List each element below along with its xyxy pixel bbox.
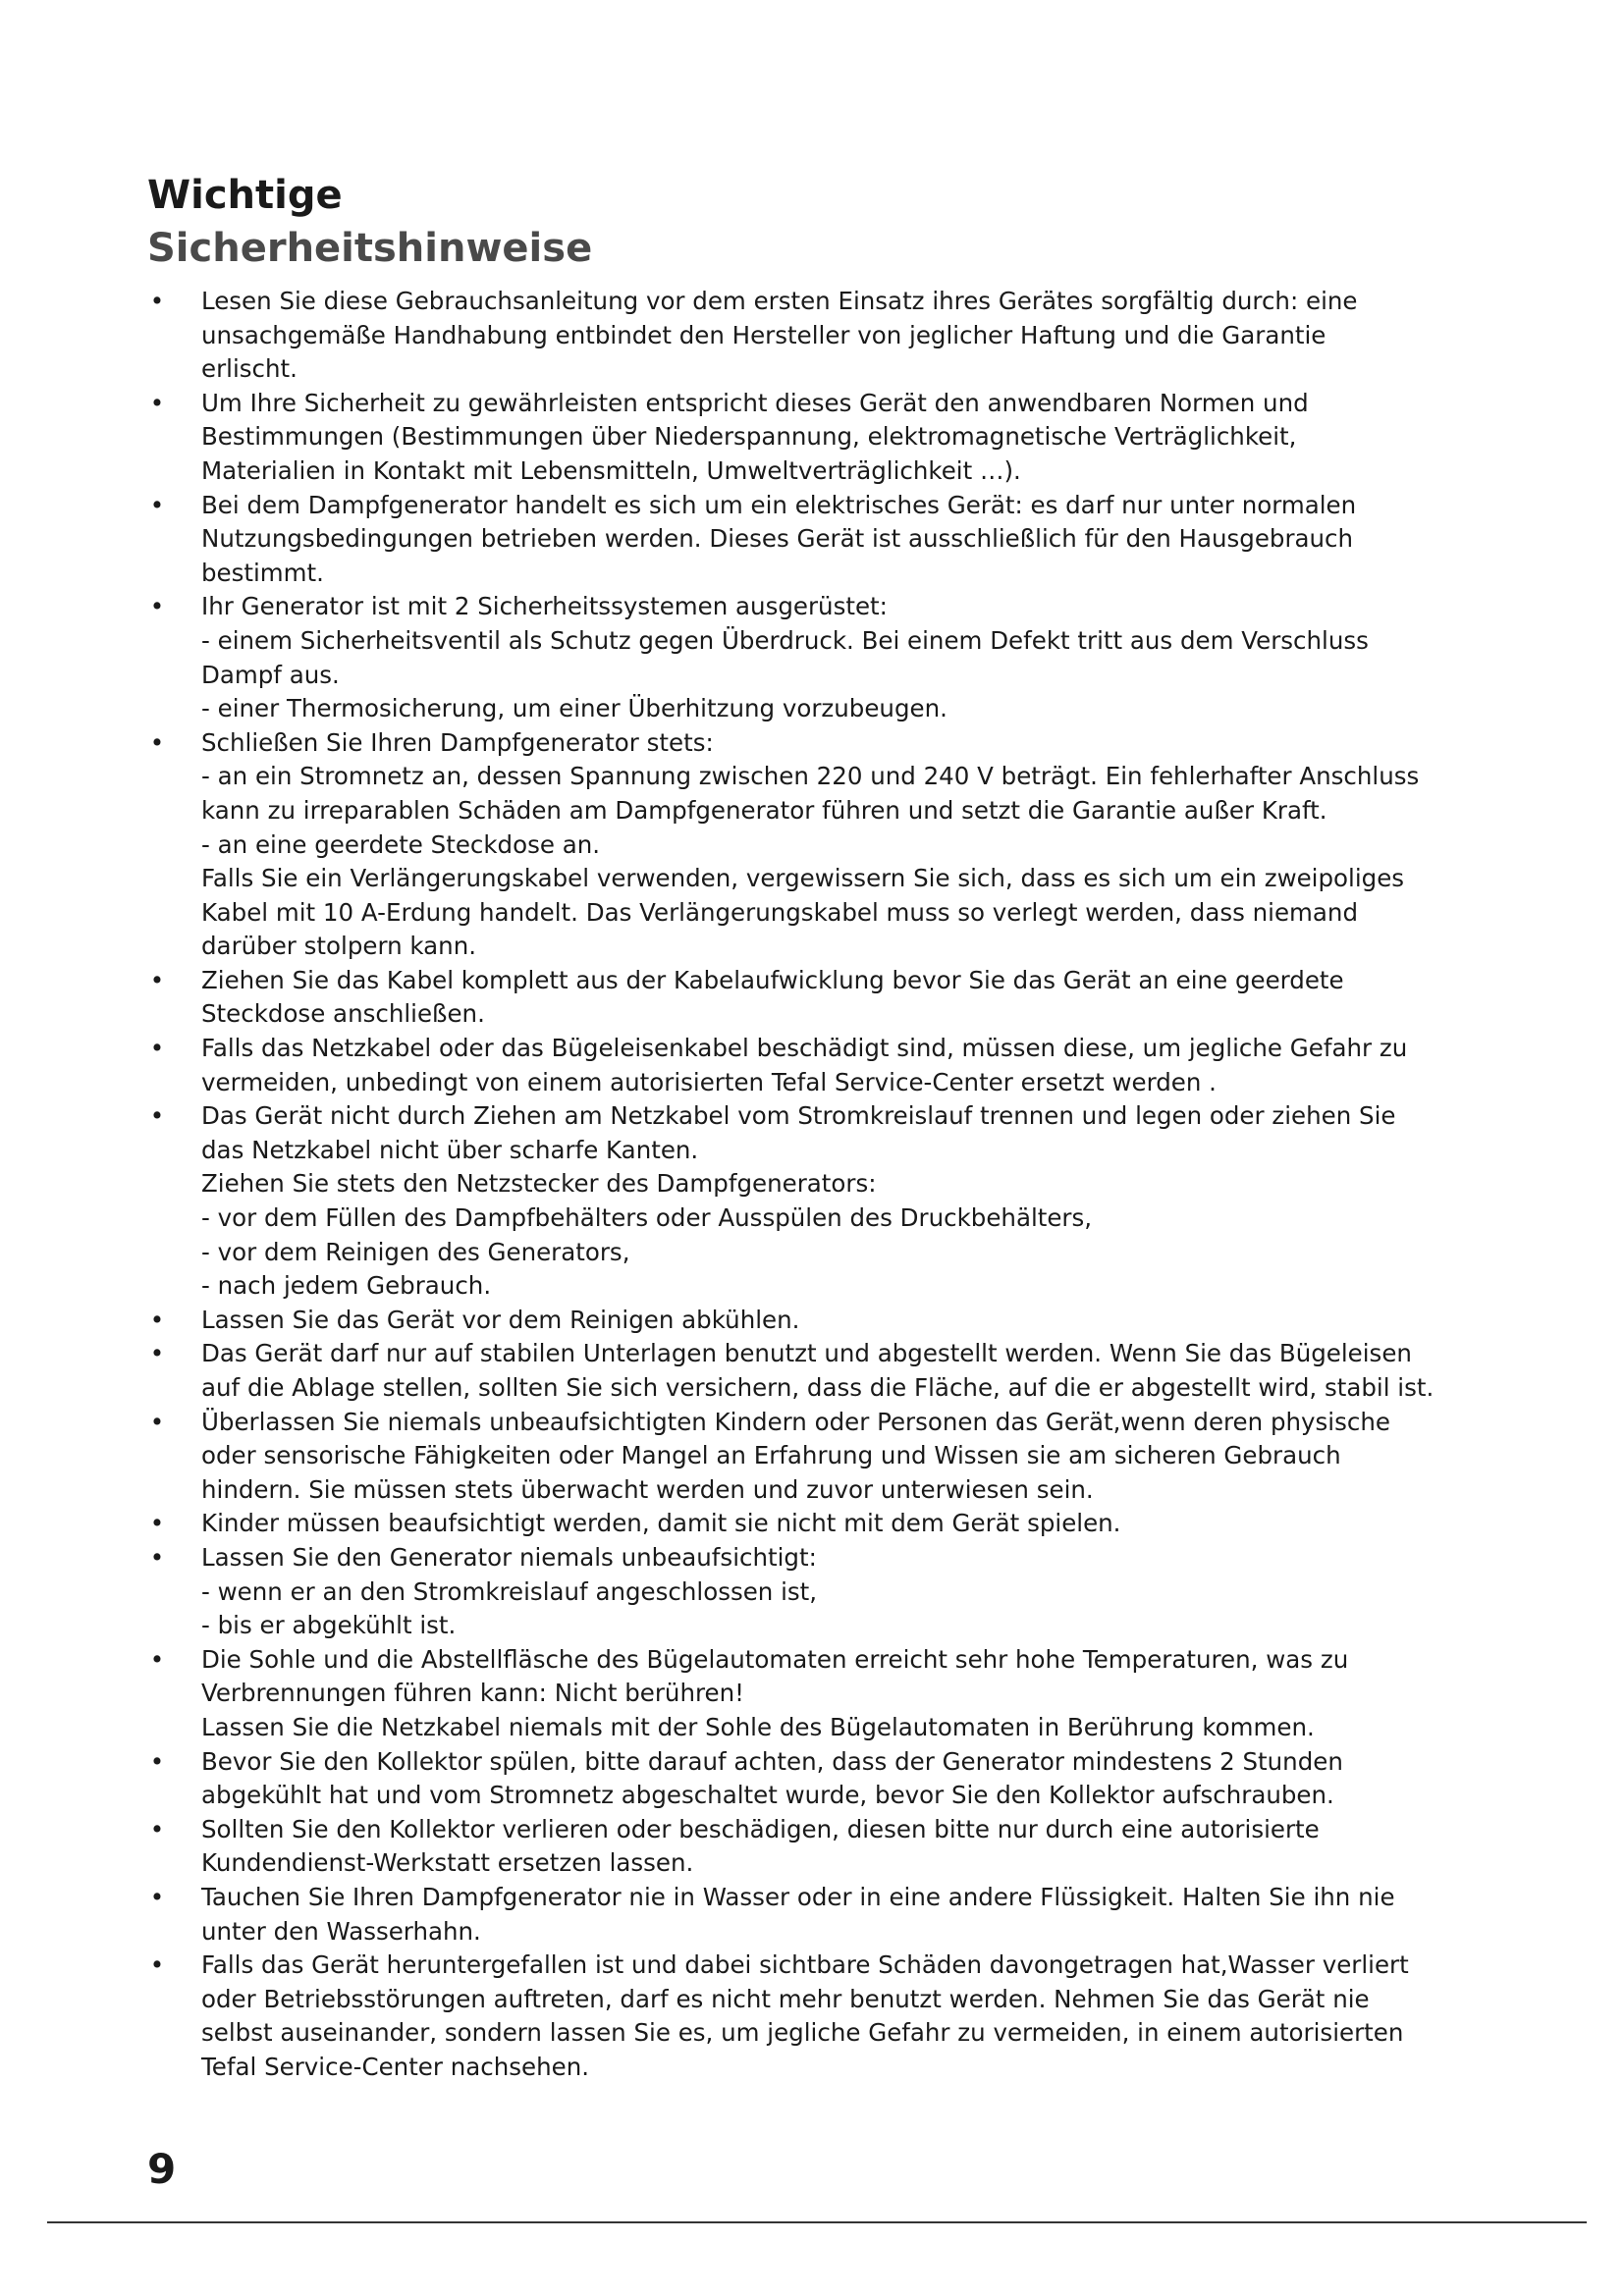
list-item-line: unter den Wasserhahn. [201, 1916, 481, 1946]
list-item-text [201, 964, 1492, 1032]
list-item-line: Tefal Service-Center nachsehen. [201, 2052, 590, 2081]
list-item [147, 387, 1492, 489]
list-item-line: oder sensorische Fähigkeiten oder Mangel an Erfahrung und Wissen sie am sicheren Gebrauch [201, 1441, 1341, 1470]
list-item-line: darüber stolpern kann. [201, 932, 477, 961]
list-item-line: Bei dem Dampfgenerator handelt es sich um ein elektrisches Gerät: es darf nur unter normalen [201, 490, 1357, 519]
bullet-icon: • [149, 287, 165, 315]
list-item-line: - wenn er an den Stromkreislauf angeschlossen ist, [201, 1576, 818, 1606]
list-item-text [201, 387, 1492, 489]
footer-rule [47, 2221, 1587, 2223]
list-item [147, 1813, 1492, 1881]
list-item [147, 726, 1492, 964]
bullet-icon: • [149, 1339, 165, 1368]
list-item-line: Kabel mit 10 A-Erdung handelt. Das Verlängerungskabel muss so verlegt werden, dass niemand [201, 897, 1359, 927]
bullet-icon: • [149, 1814, 165, 1843]
list-item-text [201, 1406, 1492, 1508]
list-item-line: vermeiden, unbedingt von einem autorisierten Tefal Service-Center ersetzt werden . [201, 1067, 1217, 1096]
list-item [147, 1745, 1492, 1813]
list-item-line: - vor dem Reinigen des Generators, [201, 1237, 630, 1266]
bullet-icon: • [149, 965, 165, 994]
bullet-icon: • [149, 1407, 165, 1436]
list-item-line: Falls Sie ein Verlängerungskabel verwenden, vergewissern Sie sich, dass es sich um ein zweipoliges [201, 864, 1405, 893]
list-item [147, 285, 1492, 387]
bullet-icon: • [149, 490, 165, 519]
list-item-line: Kundendienst-Werkstatt ersetzen lassen. [201, 1848, 694, 1878]
list-item-text [201, 1032, 1492, 1099]
list-item-line: Ihr Generator ist mit 2 Sicherheitssystemen ausgerüstet: [201, 592, 888, 621]
list-item-line: erlischt. [201, 354, 298, 384]
bullet-icon: • [149, 1542, 165, 1572]
page-number: 9 [147, 2145, 177, 2193]
list-item-line: Lesen Sie diese Gebrauchsanleitung vor dem ersten Einsatz ihres Gerätes sorgfältig durch: eine [201, 287, 1358, 315]
title-line-2: Sicherheitshinweise [147, 226, 593, 271]
list-item-text [201, 1949, 1492, 2084]
list-item-line: Bestimmungen (Bestimmungen über Niederspannung, elektromagnetische Verträglichkeit, [201, 422, 1297, 452]
bullet-icon: • [149, 592, 165, 621]
list-item [147, 964, 1492, 1032]
list-item-line: Sollten Sie den Kollektor verlieren oder beschädigen, diesen bitte nur durch eine autorisierte [201, 1814, 1320, 1843]
list-item-line: Materialien in Kontakt mit Lebensmitteln, Umweltverträglichkeit …). [201, 455, 1021, 485]
list-item-line: Falls das Netzkabel oder das Bügeleisenkabel beschädigt sind, müssen diese, um jegliche Gefahr zu [201, 1034, 1408, 1063]
title-line-1: Wichtige [147, 173, 343, 218]
bullet-icon: • [149, 1746, 165, 1776]
list-item-line: - bis er abgekühlt ist. [201, 1611, 457, 1640]
bullet-icon: • [149, 727, 165, 757]
list-item-text [201, 1745, 1492, 1813]
list-item [147, 1881, 1492, 1949]
list-item-text [201, 726, 1492, 964]
list-item-text [201, 590, 1492, 725]
list-item [147, 489, 1492, 591]
list-item-text [201, 1099, 1492, 1304]
list-item [147, 1643, 1492, 1745]
list-item-text [201, 1507, 1492, 1541]
list-item [147, 1304, 1492, 1338]
list-item-line: - an ein Stromnetz an, dessen Spannung zwischen 220 und 240 V beträgt. Ein fehlerhafter Anschluss [201, 762, 1420, 791]
list-item-text [201, 1881, 1492, 1949]
list-item-line: - einer Thermosicherung, um einer Überhitzung vorzubeugen. [201, 694, 947, 723]
list-item-line: oder Betriebsstörungen auftreten, darf es nicht mehr benutzt werden. Nehmen Sie das Gerät nie [201, 1984, 1370, 2013]
list-item-line: kann zu irreparablen Schäden am Dampfgenerator führen und setzt die Garantie außer Kraft. [201, 795, 1327, 825]
list-item [147, 1507, 1492, 1541]
bullet-icon: • [149, 1950, 165, 1980]
list-item [147, 1337, 1492, 1405]
list-item-line: abgekühlt hat und vom Stromnetz abgeschaltet wurde, bevor Sie den Kollektor aufschrauben. [201, 1781, 1334, 1810]
list-item-line: Ziehen Sie stets den Netzstecker des Dampfgenerators: [201, 1169, 877, 1199]
list-item [147, 1541, 1492, 1643]
list-item-line: Lassen Sie den Generator niemals unbeaufsichtigt: [201, 1542, 817, 1572]
list-item-line: - nach jedem Gebrauch. [201, 1271, 492, 1301]
list-item-text [201, 1337, 1492, 1405]
list-item-line: Um Ihre Sicherheit zu gewährleisten entspricht dieses Gerät den anwendbaren Normen und [201, 388, 1309, 417]
list-item-line: - einem Sicherheitsventil als Schutz gegen Überdruck. Bei einem Defekt tritt aus dem Verschluss [201, 625, 1369, 655]
list-item-line: Schließen Sie Ihren Dampfgenerator stets: [201, 727, 714, 757]
bullet-icon: • [149, 1101, 165, 1131]
list-item-line: Lassen Sie die Netzkabel niemals mit der Sohle des Bügelautomaten in Berührung kommen. [201, 1712, 1315, 1741]
list-item-line: - an eine geerdete Steckdose an. [201, 829, 601, 859]
list-item-text [201, 285, 1492, 387]
page-title [147, 169, 592, 275]
list-item-line: - vor dem Füllen des Dampfbehälters oder Ausspülen des Druckbehälters, [201, 1203, 1093, 1233]
bullet-icon: • [149, 1034, 165, 1063]
list-item-line: Ziehen Sie das Kabel komplett aus der Kabelaufwicklung bevor Sie das Gerät an eine geerdete [201, 965, 1344, 994]
list-item-line: Dampf aus. [201, 660, 340, 689]
list-item-line: auf die Ablage stellen, sollten Sie sich versichern, dass die Fläche, auf die er abgestellt wird, stabil ist. [201, 1373, 1435, 1402]
list-item-line: Verbrennungen führen kann: Nicht berühren! [201, 1679, 744, 1708]
list-item-line: bestimmt. [201, 558, 324, 587]
list-item-line: Falls das Gerät heruntergefallen ist und dabei sichtbare Schäden davongetragen hat,Wasser verliert [201, 1950, 1409, 1980]
list-item-line: Tauchen Sie Ihren Dampfgenerator nie in Wasser oder in eine andere Flüssigkeit. Halten Sie ihn nie [201, 1882, 1395, 1911]
list-item-line: unsachgemäße Handhabung entbindet den Hersteller von jeglicher Haftung und die Garantie [201, 320, 1326, 349]
list-item [147, 590, 1492, 725]
list-item-text [201, 1813, 1492, 1881]
safety-instructions-list [147, 285, 1492, 2084]
list-item-line: Bevor Sie den Kollektor spülen, bitte darauf achten, dass der Generator mindestens 2 Stunden [201, 1746, 1343, 1776]
list-item-text [201, 1304, 1492, 1338]
list-item-line: selbst auseinander, sondern lassen Sie es, um jegliche Gefahr zu vermeiden, in einem autorisierten [201, 2018, 1404, 2048]
list-item [147, 1099, 1492, 1304]
bullet-icon: • [149, 1882, 165, 1911]
list-item-text [201, 489, 1492, 591]
bullet-icon: • [149, 1509, 165, 1538]
bullet-icon: • [149, 1644, 165, 1674]
list-item-line: Überlassen Sie niemals unbeaufsichtigten Kindern oder Personen das Gerät,wenn deren physische [201, 1407, 1390, 1436]
list-item-line: hindern. Sie müssen stets überwacht werden und zuvor unterwiesen sein. [201, 1474, 1094, 1504]
list-item-line: Kinder müssen beaufsichtigt werden, damit sie nicht mit dem Gerät spielen. [201, 1509, 1121, 1538]
list-item [147, 1406, 1492, 1508]
list-item-text [201, 1541, 1492, 1643]
list-item-line: Steckdose anschließen. [201, 999, 485, 1029]
list-item-text [201, 1643, 1492, 1745]
list-item-line: Das Gerät darf nur auf stabilen Unterlagen benutzt und abgestellt werden. Wenn Sie das Bügeleisen [201, 1339, 1412, 1368]
bullet-icon: • [149, 388, 165, 417]
list-item [147, 1032, 1492, 1099]
bullet-icon: • [149, 1305, 165, 1334]
list-item [147, 1949, 1492, 2084]
list-item-line: Die Sohle und die Abstellfläsche des Bügelautomaten erreicht sehr hohe Temperaturen, was zu [201, 1644, 1349, 1674]
list-item-line: das Netzkabel nicht über scharfe Kanten. [201, 1135, 699, 1164]
list-item-line: Nutzungsbedingungen betrieben werden. Dieses Gerät ist ausschließlich für den Hausgebrauch [201, 524, 1354, 554]
list-item-line: Lassen Sie das Gerät vor dem Reinigen abkühlen. [201, 1305, 800, 1334]
list-item-line: Das Gerät nicht durch Ziehen am Netzkabel vom Stromkreislauf trennen und legen oder ziehen Sie [201, 1101, 1396, 1131]
